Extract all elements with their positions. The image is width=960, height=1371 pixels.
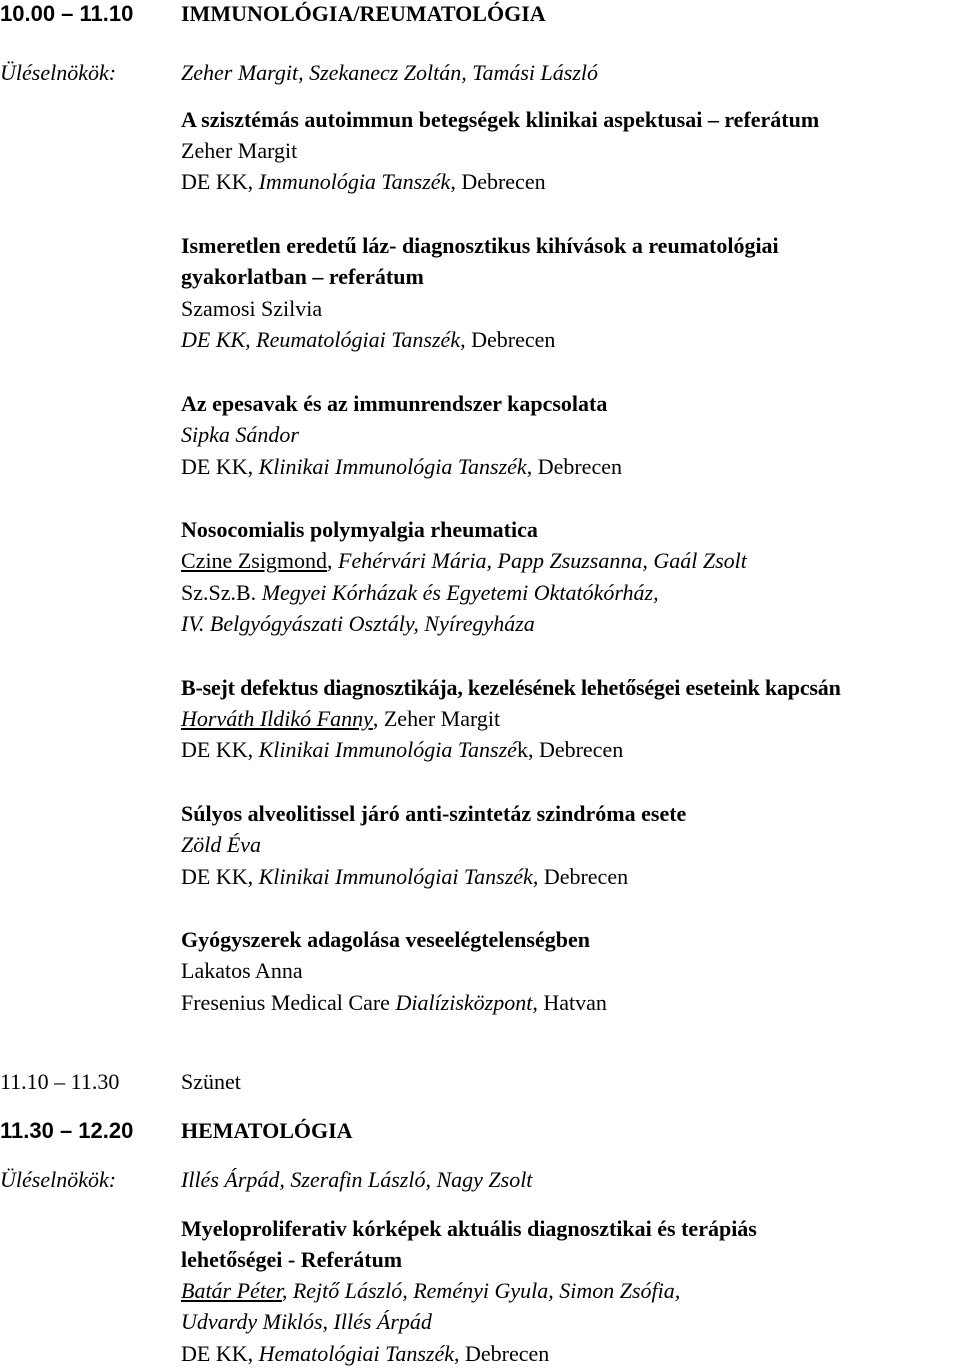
talk-title-line1: Ismeretlen eredetű láz- diagnosztikus kihívások a reumatológiai [181,233,779,258]
session-time: 10.00 – 11.10 [0,1,134,26]
presenting-author: Horváth Ildikó Fanny [181,706,373,731]
chairs-label: Üléselnökök: [0,60,117,85]
chairs-names: Zeher Margit, Szekanecz Zoltán, Tamási László [181,60,599,85]
talk-authors-line1: Batár Péter, Rejtő László, Reményi Gyula, Simon Zsófia, [181,1278,681,1303]
talk-author: Sipka Sándor [181,422,299,447]
chairs-label: Üléselnökök: [0,1167,117,1192]
talk-institution: DE KK, Immunológia Tanszék, Debrecen [181,169,546,194]
presenting-author: Batár Péter [181,1278,282,1303]
talk-institution: DE KK, Klinikai Immunológiai Tanszék, Debrecen [181,864,629,889]
talk-title-line2: lehetőségei - Referátum [181,1247,403,1272]
session-title: HEMATOLÓGIA [181,1118,353,1143]
talk-title: Súlyos alveolitissel járó anti-szintetáz szindróma esete [181,801,687,826]
talk-author: Zeher Margit [181,138,298,163]
break-label: Szünet [181,1069,241,1094]
talk-title: B-sejt defektus diagnosztikája, kezelésének lehetőségei eseteink kapcsán [181,675,841,700]
talk-authors: Horváth Ildikó Fanny, Zeher Margit [181,706,501,731]
talk-institution-line2: IV. Belgyógyászati Osztály, Nyíregyháza [181,611,535,636]
talk-title: Gyógyszerek adagolása veseelégtelenségben [181,927,590,952]
talk-title-line1: Myeloproliferativ kórképek aktuális diagnosztikai és terápiás [181,1216,757,1241]
chairs-names: Illés Árpád, Szerafin László, Nagy Zsolt [181,1167,533,1192]
presenting-author: Czine Zsigmond [181,548,328,573]
talk-author: Szamosi Szilvia [181,296,323,321]
talk-author: Lakatos Anna [181,958,303,983]
talk-title: Nosocomialis polymyalgia rheumatica [181,517,538,542]
session-title: IMMUNOLÓGIA/REUMATOLÓGIA [181,1,546,26]
talk-title: A szisztémás autoimmun betegségek klinikai aspektusai – referátum [181,107,820,132]
talk-institution: Fresenius Medical Care Dialízisközpont, Hatvan [181,990,607,1015]
talk-institution: DE KK, Klinikai Immunológia Tanszék, Debrecen [181,454,622,479]
talk-institution: DE KK, Klinikai Immunológia Tanszék, Debrecen [181,737,624,762]
talk-institution: DE KK, Hematológiai Tanszék, Debrecen [181,1341,550,1366]
session-time: 11.30 – 12.20 [0,1118,134,1143]
talk-authors: Czine Zsigmond, Fehérvári Mária, Papp Zsuzsanna, Gaál Zsolt [181,548,747,573]
break-time: 11.10 – 11.30 [0,1069,120,1094]
talk-institution-line1: Sz.Sz.B. Megyei Kórházak és Egyetemi Oktatókórház, [181,580,659,605]
talk-title-line2: gyakorlatban – referátum [181,264,424,289]
talk-institution: DE KK, Reumatológiai Tanszék, Debrecen [181,327,556,352]
talk-author: Zöld Éva [181,832,262,857]
talk-authors-line2: Udvardy Miklós, Illés Árpád [181,1309,432,1334]
talk-title: Az epesavak és az immunrendszer kapcsolata [181,391,608,416]
